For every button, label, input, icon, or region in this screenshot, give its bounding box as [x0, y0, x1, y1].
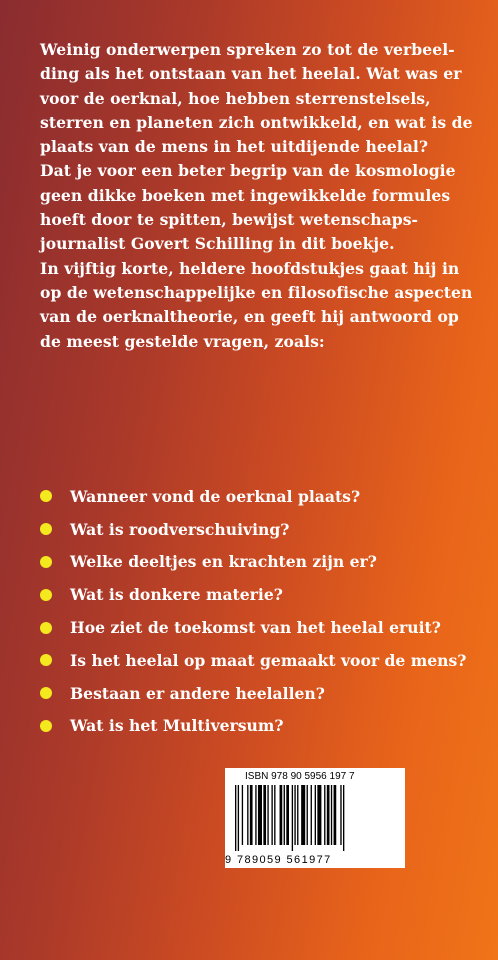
bullet-dot-icon: [40, 556, 52, 568]
barcode-bar: [284, 785, 285, 845]
barcode-bar: [294, 785, 295, 845]
barcode-bar: [301, 785, 305, 845]
barcode-bar: [343, 785, 344, 851]
blurb-line: Weinig onderwerpen spreken zo tot de verbeel-: [40, 40, 455, 59]
blurb-line: de meest gestelde vragen, zoals:: [40, 331, 325, 351]
barcode-bar: [297, 785, 298, 845]
barcode-bar: [238, 785, 239, 851]
bullet-dot-icon: [40, 490, 52, 502]
barcode-bar: [317, 785, 321, 845]
barcode-bar: [263, 785, 266, 845]
question-text: Wat is donkere materie?: [70, 585, 283, 605]
barcode-bar: [334, 785, 337, 845]
blurb-line: geen dikke boeken met ingewikkelde formules: [40, 185, 451, 205]
blurb-line: op de wetenschappelijke en filosofische aspecten: [40, 282, 473, 302]
question-item: [40, 513, 466, 546]
barcode-bar: [307, 785, 308, 845]
bullet-dot-icon: [40, 654, 52, 666]
bullet-dot-icon: [40, 687, 52, 699]
question-item: [40, 546, 466, 579]
barcode-bar: [255, 785, 256, 845]
isbn-label: ISBN 978 90 5956 197 7: [245, 771, 355, 782]
bullet-dot-icon: [40, 720, 52, 732]
blurb-line: voor de oerknal, hoe hebben sterrenstelsels,: [40, 88, 431, 108]
barcode-bar: [280, 785, 283, 845]
bullet-dot-icon: [40, 589, 52, 601]
bullet-dot-icon: [40, 622, 52, 634]
barcode-bar: [271, 785, 272, 845]
barcode-bar: [242, 785, 243, 845]
blurb-text: [40, 38, 473, 354]
question-item: [40, 578, 466, 611]
question-text: Wanneer vond de oerknal plaats?: [70, 486, 361, 506]
barcode-bar: [311, 785, 312, 845]
blurb-line: plaats van de mens in het uitdijende heelal?: [40, 137, 429, 157]
barcode-bar: [247, 785, 248, 845]
barcode-bar: [327, 785, 330, 845]
blurb-line: In vijftig korte, heldere hoofdstukjes gaat hij in: [40, 258, 460, 278]
question-text: Is het heelal op maat gemaakt voor de mens?: [70, 650, 467, 670]
question-item: [40, 710, 466, 743]
question-item: [40, 677, 466, 710]
barcode-bar: [274, 785, 275, 845]
barcode-bar: [267, 785, 268, 845]
barcode-bar: [324, 785, 325, 845]
question-item: [40, 644, 466, 677]
blurb-line: van de oerknaltheorie, en geeft hij antwoord op: [40, 307, 459, 327]
blurb-line: sterren en planeten zich ontwikkeld, en wat is de: [40, 112, 473, 132]
question-text: Bestaan er andere heelallen?: [70, 683, 325, 703]
barcode-bar: [258, 785, 262, 845]
question-item: [40, 480, 466, 513]
barcode-bar: [331, 785, 332, 845]
barcode-bar: [235, 785, 236, 851]
barcode-bar: [286, 785, 289, 845]
blurb-line: ding als het ontstaan van het heelal. Wat was er: [40, 64, 462, 84]
barcode-bar: [315, 785, 316, 845]
question-list: [40, 480, 466, 742]
question-text: Welke deeltjes en krachten zijn er?: [70, 552, 377, 572]
barcode-bar: [292, 785, 293, 851]
barcode-bars: [233, 785, 397, 851]
question-item: [40, 611, 466, 644]
barcode-digits: 9 789059 561977: [225, 854, 332, 866]
question-text: Wat is roodverschuiving?: [70, 519, 290, 539]
blurb-line: journalist Govert Schilling in dit boekje.: [40, 234, 395, 254]
barcode-bar: [250, 785, 253, 845]
question-text: Hoe ziet de toekomst van het heelal eruit?: [70, 618, 441, 638]
barcode-bar: [340, 785, 341, 845]
isbn-barcode: [225, 768, 405, 868]
blurb-line: hoeft door te spitten, bewijst wetenschaps-: [40, 210, 419, 230]
question-text: Wat is het Multiversum?: [70, 716, 284, 736]
blurb-line: Dat je voor een beter begrip van de kosmologie: [40, 161, 456, 181]
bullet-dot-icon: [40, 523, 52, 535]
